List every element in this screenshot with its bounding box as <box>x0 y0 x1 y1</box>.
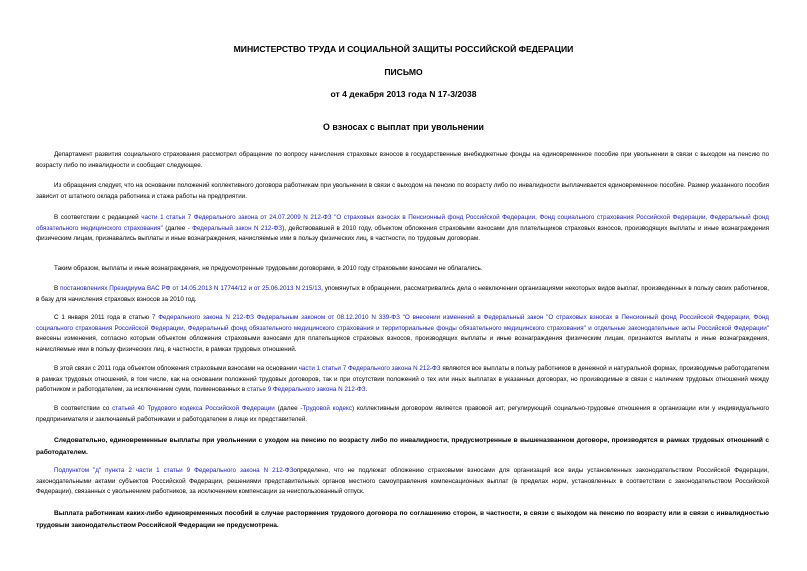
law-212-link[interactable]: Федеральный закон N 212-ФЗ <box>192 224 283 232</box>
vas-resolutions-link[interactable]: постановлениях Президиума ВАС РФ от 14.05.2013 N 17744/12 и от 25.06.2013 N 215/13 <box>60 285 322 292</box>
paragraph-1: Департамент развития социального страхования рассмотрел обращение по вопросу начисления страховых взносов в государственные внебюджетные фонды на единовременное пособие при увольнении в связи с выходом на пенсию по возрасту либо по инвалидности и сообщает следующее. <box>36 151 769 169</box>
paragraph-4: Таким образом, выплаты и иные вознаграждения, не предусмотренные трудовыми договорами, в 2010 году страховыми взносами не облагались. <box>54 265 483 272</box>
paragraph-7 <box>36 364 769 396</box>
paragraph-text: (далее - <box>274 405 303 412</box>
paragraph-6 <box>36 313 769 356</box>
paragraph-2: Из обращения следует, что на основании положений коллективного договора работникам при увольнении в связи с выходом на пенсию по возрасту либо по инвалидности выплачивается единовременное пособие. Размер указанного пособия зависит от штатного оклада работника и стажа работы на предприятии. <box>36 182 769 200</box>
paragraph-text: определено, что не подлежат обложению страховыми взносами для организаций все виды установленных законодательством Российской Федерации, законодательными актами субъектов Российской Федерации, решениями представительных органов местного самоуправления компенсационных выплат (в пределах норм, установленных в соответствии с законодательством Российской Федерации), связанных с увольнением работников, за исключением компенсации за неиспользованный отпуск. <box>36 467 769 496</box>
document-type: ПИСЬМО <box>384 67 423 77</box>
paragraph-text: ) коллективным договором является правовой акт, регулирующий социально-трудовые отношения в организации или у индивидуального предпринимателя и заключаемый работниками и работодателем в лице их представителей. <box>36 405 769 423</box>
paragraph-9: Следовательно, единовременные выплаты при увольнении с уходом на пенсию по возрасту либо по инвалидности, предусмотренные в вышеназванном договоре, производятся в рамках трудовых отношений с работодателем. <box>36 437 769 456</box>
document-date-number: от 4 декабря 2013 года N 17-3/2038 <box>330 89 477 99</box>
paragraph-8 <box>36 404 769 425</box>
labor-code-article-40-link[interactable]: статьей 40 Трудового кодекса Российской Федерации <box>112 405 275 412</box>
paragraph-text: В этой связи с 2011 года объектом обложения страховыми взносами на основании <box>54 365 299 372</box>
law-212-article-9-link[interactable]: статье 9 Федерального закона N 212-ФЗ <box>246 386 366 394</box>
paragraph-5 <box>36 284 769 305</box>
paragraph-text: ), действовавшей в 2010 году, объектом обложения страховыми взносами для плательщиков страховых взносов, производящих выплаты и иные вознаграждения физическим лицам, признавались выплаты и иные вознаграждения, начисляемые ими в пользу физических лиц, в частности, по трудовым договорам. <box>36 224 769 243</box>
paragraph-3 <box>36 213 769 245</box>
paragraph-text: В соответствии со <box>54 405 113 412</box>
paragraph-11: Выплата работникам каких-либо единовременных пособий в случае расторжения трудового договора по соглашению сторон, в частности, в связи с выходом на пенсию по возрасту или в связи с инвалидностью трудовым законодательством Российской Федерации не предусмотрена. <box>36 510 769 529</box>
document-subject: О взносах с выплат при увольнении <box>323 122 484 132</box>
paragraph-text: , упомянутых в обращении, рассматривались дела о невключении организациями некоторых видов выплат, произведенных в пользу своих работников, в базу для начисления страховых взносов за 2010 год. <box>36 285 769 303</box>
ministry-title: МИНИСТЕРСТВО ТРУДА И СОЦИАЛЬНОЙ ЗАЩИТЫ РОССИЙСКОЙ ФЕДЕРАЦИИ <box>233 44 574 54</box>
paragraph-text: являются все выплаты в пользу работников в денежной и натуральной формах, производимые работодателем в рамках трудовых отношений, в том числе, как на основании положений трудовых договоров, так и при отсутствии положений о тех или иных выплатах в указанных договорах, но производимые в связи с наличием трудовых отношений между работником и работодателем, за исключением сумм, поименованных в <box>36 365 769 394</box>
law-212-article-7-link[interactable]: части 1 статьи 7 Федерального закона от 24.07.2009 N 212-ФЗ "О страховых взносах в Пенсионный фонд Российской Федерации, Фонд социального страхования Российской Федерации, Федеральный фонд обязательного медицинского страхования" <box>36 214 769 232</box>
paragraph-text: . <box>365 386 368 394</box>
law-339-link[interactable]: 7 Федерального закона N 212-ФЗ Федеральным законом от 08.12.2010 N 339-ФЗ "О внесении изменений в Федеральный закон "О страховых взносах в Пенсионный фонд Российской Федерации, Фонд социального страхования Российской Федерации, Федеральный фонд обязательного медицинского страхования и территориальные фонды обязательного медицинского страхования" и отдельные законодательные акты Российской Федерации" <box>36 314 769 332</box>
law-212-article-9-subparagraph-link[interactable]: Подпунктом "д" пункта 2 части 1 статьи 9 Федерального закона N 212-ФЗ <box>54 467 294 474</box>
paragraph-text: В соответствии с редакцией <box>54 214 142 221</box>
paragraph-text: (далее - <box>162 224 193 232</box>
paragraph-text: С 1 января 2011 года в статью <box>54 314 152 321</box>
paragraph-text: В <box>54 285 61 292</box>
paragraph-text: внесены изменения, согласно которым объектом обложения страховыми взносами для плательщиков страховых взносов, производящих выплаты и иные вознаграждения физическим лицам, признаются выплаты и иные вознаграждения, начисляемые ими в пользу физических лиц, в частности, в рамках трудовых отношений. <box>36 335 769 354</box>
labor-code-link[interactable]: Трудовой кодекс <box>302 405 353 412</box>
law-212-article-7-part-1-link[interactable]: части 1 статьи 7 Федерального закона N 212-ФЗ <box>298 365 441 372</box>
paragraph-10 <box>36 466 769 498</box>
